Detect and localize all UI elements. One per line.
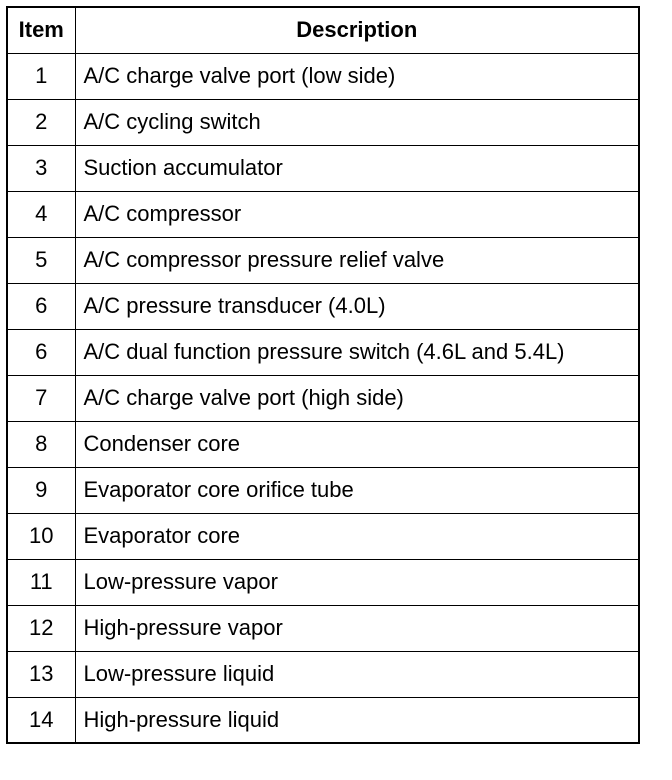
header-item: Item [7,7,75,53]
item-number: 9 [7,467,75,513]
item-description: A/C compressor pressure relief valve [75,237,639,283]
item-number: 8 [7,421,75,467]
table-row [7,421,639,467]
table-row [7,53,639,99]
item-number: 14 [7,697,75,743]
item-number: 2 [7,99,75,145]
item-number: 6 [7,329,75,375]
item-description: Evaporator core orifice tube [75,467,639,513]
item-description: A/C dual function pressure switch (4.6L and 5.4L) [75,329,639,375]
table-header-row [7,7,639,53]
item-number: 6 [7,283,75,329]
item-number: 5 [7,237,75,283]
table-row [7,467,639,513]
item-number: 4 [7,191,75,237]
item-number: 3 [7,145,75,191]
table-row [7,605,639,651]
item-description: High-pressure vapor [75,605,639,651]
item-description: A/C pressure transducer (4.0L) [75,283,639,329]
table-row [7,237,639,283]
item-number: 7 [7,375,75,421]
table-row [7,329,639,375]
item-description: A/C charge valve port (low side) [75,53,639,99]
table-row [7,651,639,697]
item-number: 12 [7,605,75,651]
table-row [7,145,639,191]
table-row [7,513,639,559]
table-row [7,559,639,605]
item-number: 13 [7,651,75,697]
item-description: Low-pressure liquid [75,651,639,697]
item-description: Low-pressure vapor [75,559,639,605]
item-description: Suction accumulator [75,145,639,191]
item-number: 1 [7,53,75,99]
item-description: A/C charge valve port (high side) [75,375,639,421]
table-row [7,191,639,237]
parts-table [6,6,640,744]
table-row [7,697,639,743]
table-row [7,99,639,145]
item-description: A/C compressor [75,191,639,237]
table-row [7,375,639,421]
header-description: Description [75,7,639,53]
item-number: 11 [7,559,75,605]
item-description: High-pressure liquid [75,697,639,743]
table-row [7,283,639,329]
item-description: Evaporator core [75,513,639,559]
item-description: A/C cycling switch [75,99,639,145]
item-description: Condenser core [75,421,639,467]
item-number: 10 [7,513,75,559]
